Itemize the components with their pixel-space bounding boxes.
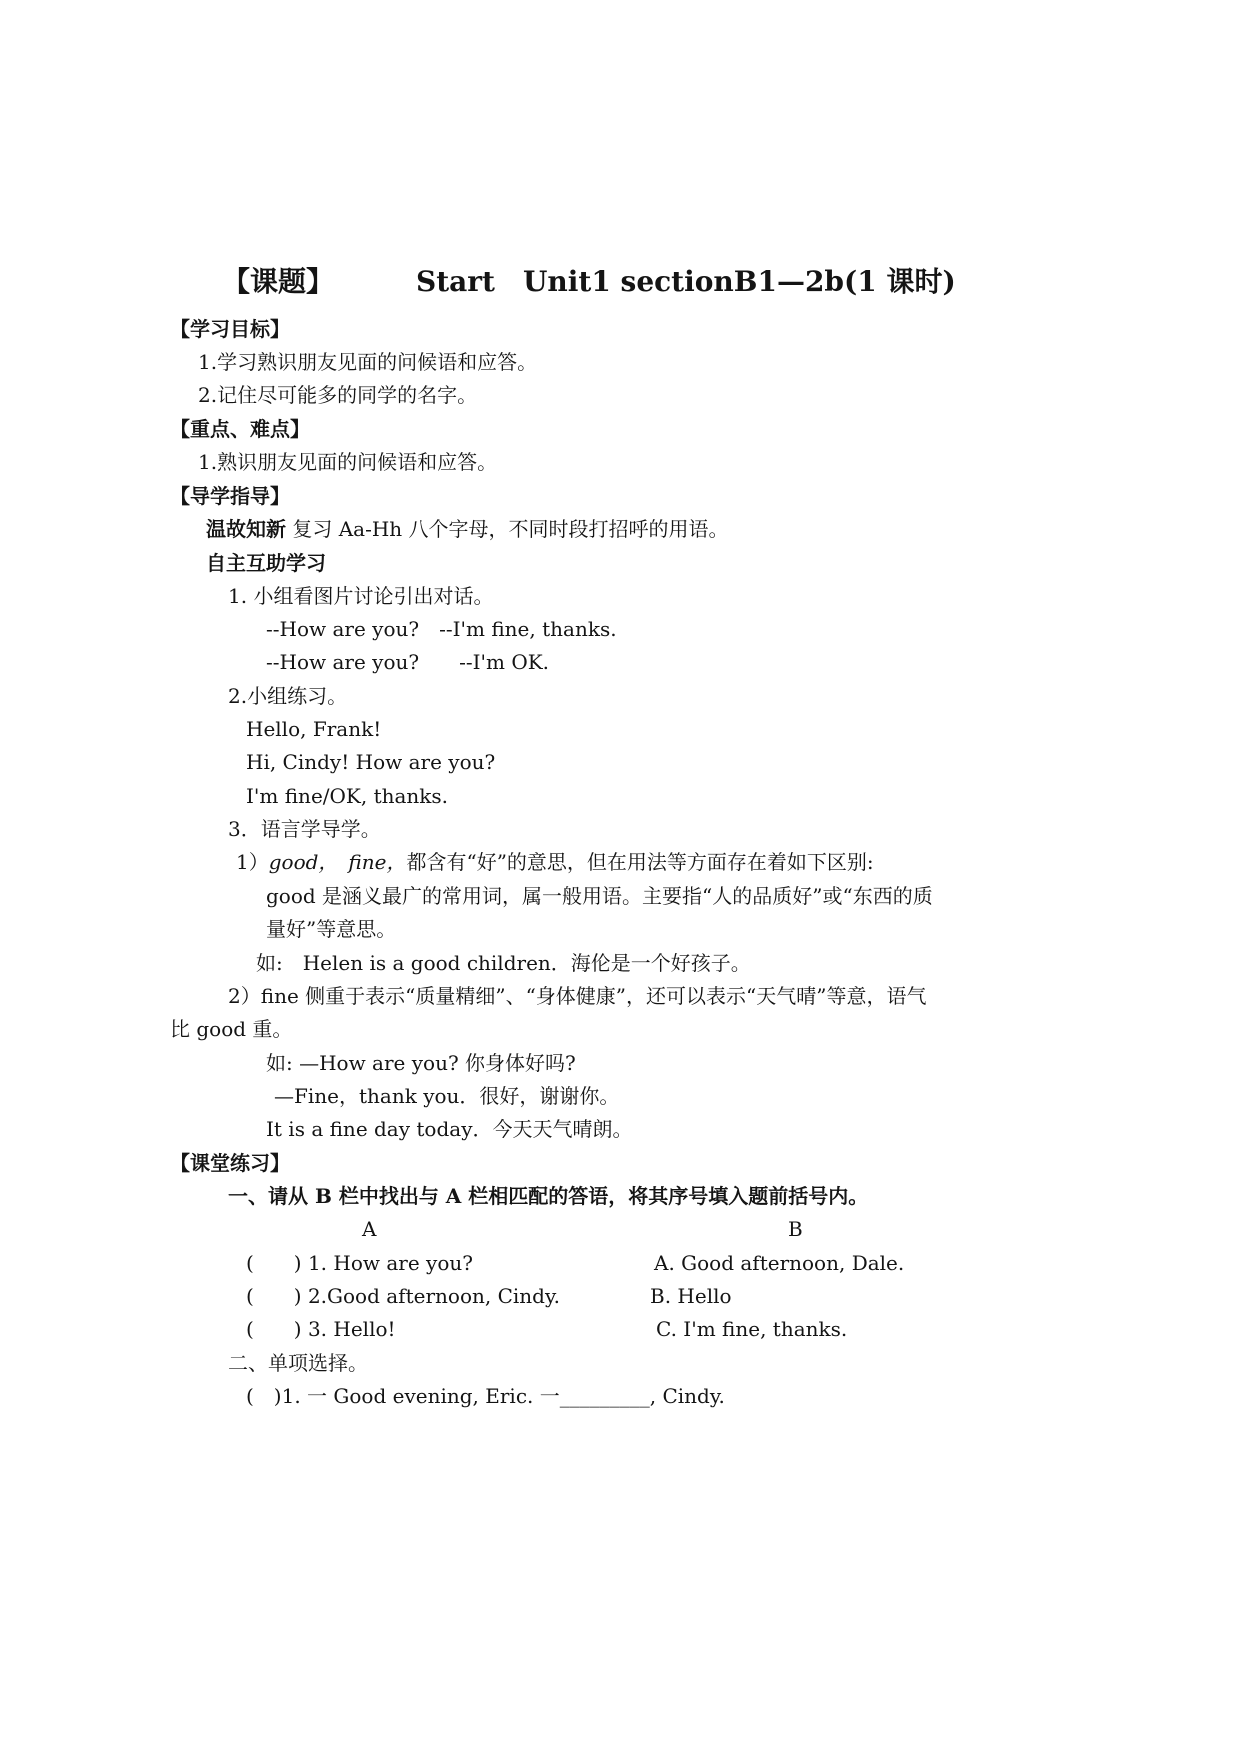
- point2-example-3: It is a fine day today．今天天气晴朗。: [266, 1117, 633, 1141]
- step3-label: 3．语言学导学。: [228, 817, 381, 841]
- self-study-heading: 自主互助学习: [206, 551, 326, 575]
- step2-label: 2.小组练习。: [228, 684, 348, 708]
- column-a-header: A: [362, 1217, 377, 1241]
- column-b-header: B: [788, 1217, 803, 1241]
- step2-line-1: Hello, Frank!: [246, 717, 382, 741]
- goals-heading: 【学习目标】: [170, 317, 290, 341]
- step1-dialog-2: --How are you? --I'm OK.: [266, 650, 550, 674]
- match-row-1-b: A. Good afternoon, Dale.: [654, 1251, 905, 1275]
- part1-instruction-text: 一、请从 B 栏中找出与 A 栏相匹配的答语，将其序号填入题前括号内。: [228, 1184, 869, 1208]
- match-row-1-a: ( ) 1. How are you?: [246, 1251, 473, 1275]
- point2-example-1: 如: —How are you? 你身体好吗?: [266, 1051, 576, 1075]
- practice-heading: 【课堂练习】: [170, 1151, 290, 1175]
- step3-point1: [236, 851, 874, 874]
- point1-words: good， fine，: [268, 850, 407, 874]
- point1-number: 1）: [236, 850, 269, 874]
- point1-rest: 都含有“好”的意思，但在用法等方面存在着如下区别:: [406, 850, 874, 874]
- title-tag: 【课题】: [222, 265, 335, 298]
- review-text: 复习 Aa-Hh 八个字母，不同时段打招呼的用语。: [292, 517, 729, 541]
- step2-line-3: I'm fine/OK, thanks.: [246, 784, 449, 808]
- point1-desc-2: 量好”等意思。: [266, 917, 397, 941]
- key-points-heading: 【重点、难点】: [170, 417, 310, 441]
- step2-line-2: Hi, Cindy! How are you?: [246, 750, 496, 774]
- review-line: [206, 518, 729, 541]
- guide-heading: 【导学指导】: [170, 484, 290, 508]
- review-label: 温故知新: [206, 517, 286, 541]
- point1-desc-1: good 是涵义最广的常用词，属一般用语。主要指“人的品质好”或“东西的质: [266, 884, 933, 908]
- match-row-2-b: B. Hello: [650, 1284, 732, 1308]
- match-row-2-a: ( ) 2.Good afternoon, Cindy.: [246, 1284, 560, 1308]
- key-point-item-1: 1.熟识朋友见面的问候语和应答。: [198, 450, 498, 474]
- point2-line-2: 比 good 重。: [170, 1017, 293, 1041]
- match-row-3-b: C. I'm fine, thanks.: [656, 1317, 848, 1341]
- step1-label: 1. 小组看图片讨论引出对话。: [228, 584, 494, 608]
- step1-dialog-1: --How are you? --I'm fine, thanks.: [266, 617, 617, 641]
- point2-example-2: —Fine，thank you．很好，谢谢你。: [274, 1084, 620, 1108]
- part2-question-1: ( )1. 一 Good evening, Eric. 一_________, Cindy.: [246, 1384, 725, 1408]
- part2-instruction: 二、单项选择。: [228, 1351, 368, 1375]
- part1-instruction: [228, 1185, 868, 1208]
- goal-item-2: 2.记住尽可能多的同学的名字。: [198, 383, 478, 407]
- match-row-3-a: ( ) 3. Hello!: [246, 1317, 396, 1341]
- point2-line-1: 2）fine 侧重于表示“质量精细”、“身体健康”，还可以表示“天气晴”等意，语气: [228, 984, 927, 1008]
- goal-item-1: 1.学习熟识朋友见面的问候语和应答。: [198, 350, 538, 374]
- point1-example: 如: Helen is a good children．海伦是一个好孩子。: [256, 951, 751, 975]
- page-title: Start Unit1 sectionB1—2b(1 课时): [416, 265, 956, 298]
